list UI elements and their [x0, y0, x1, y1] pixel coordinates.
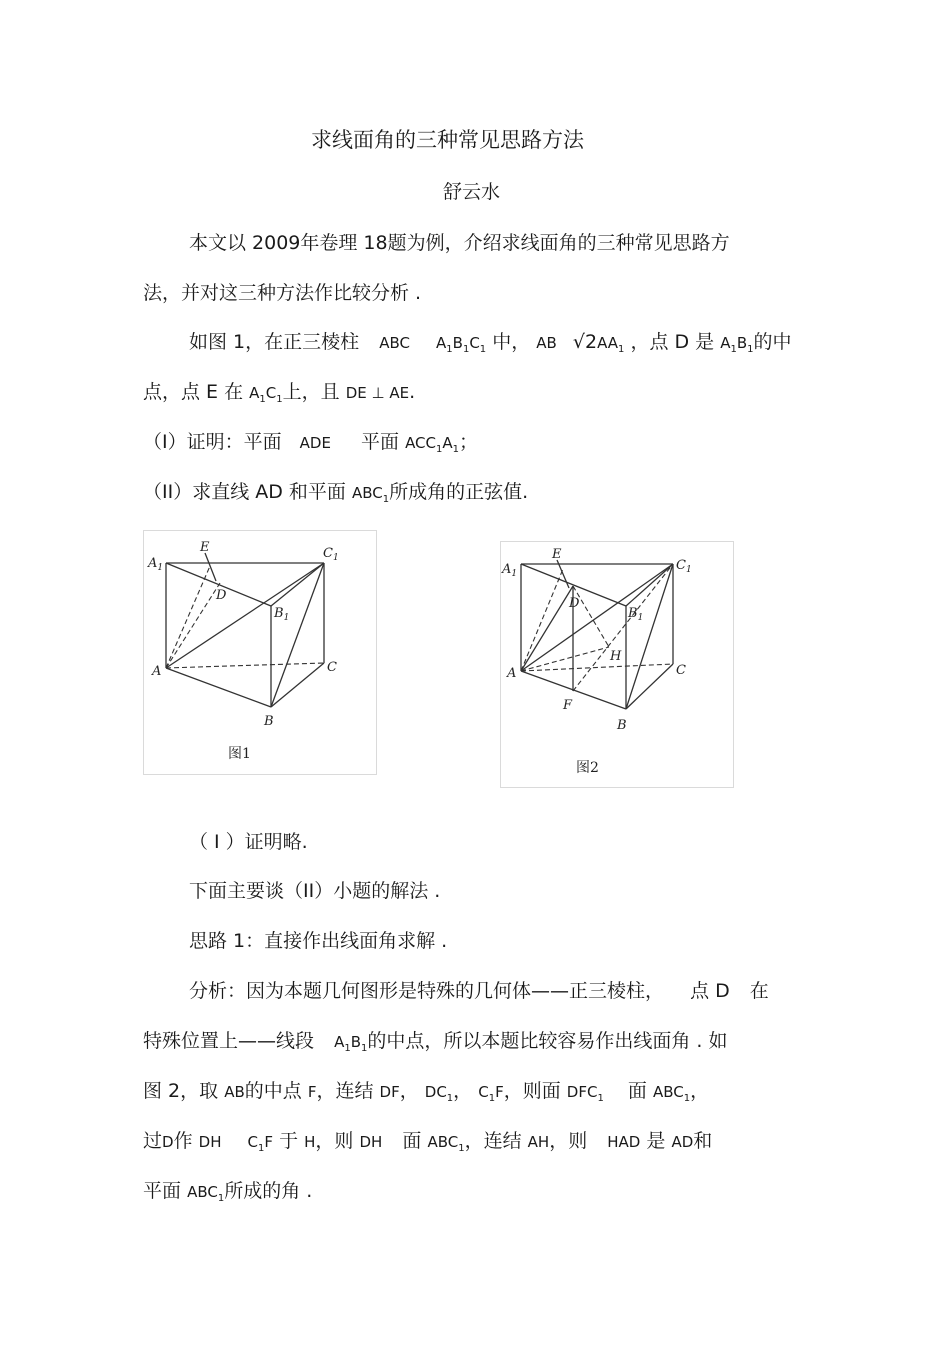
prism-diagram-1: [144, 531, 376, 774]
label-f: F: [563, 698, 573, 713]
analysis-line-3: 图 2，取 AB的中点 F，连结 DF， $DC_1$， $C_1F$，则面 $DFC_1$ 面 $ABC_1$，: [143, 1080, 710, 1104]
label-d-2: D: [569, 596, 580, 611]
label-a: A: [152, 664, 162, 679]
solution-line-2: 下面主要谈（II）小题的解法 .: [189, 880, 441, 902]
figure-2: [500, 541, 734, 788]
figure-1-caption: 图1: [228, 746, 251, 762]
label-d: D: [216, 588, 227, 603]
problem-line-1: 如图 1，在正三棱柱 ABC $A_1B_1C_1$ 中， AB $√2AA_1$ ，点 D 是 $A_1B_1$的中: [189, 331, 792, 355]
figure-1: [143, 530, 377, 775]
question-1: （I）证明：平面 ADE 平面 $ACC_1A_1$；: [143, 431, 479, 455]
label-e: E: [200, 540, 210, 555]
solution-line-3: 思路 1：直接作出线面角求解 .: [189, 930, 448, 952]
analysis-line-4: 过D作 DH $C_1F$ 于 H，则 DH 面 $ABC_1$，连结 AH，则 HAD 是 AD和: [143, 1130, 713, 1154]
question-2: （II）求直线 AD 和平面 $ABC_1$所成角的正弦值.: [143, 481, 529, 505]
label-a1-2: $A_1$: [502, 562, 518, 579]
analysis-line-1: 分析：因为本题几何图形是特殊的几何体——正三棱柱， 点 D 在: [189, 980, 769, 1002]
label-c1: $C_1$: [323, 546, 339, 563]
solution-line-1: （ I ）证明略.: [189, 831, 308, 853]
analysis-line-2: 特殊位置上——线段 $A_1B_1$的中点，所以本题比较容易作出线面角 . 如: [143, 1030, 728, 1054]
label-b: B: [264, 714, 274, 729]
label-a1: $A_1$: [148, 556, 164, 573]
label-e-2: E: [552, 547, 562, 562]
prism-diagram-2: [501, 542, 733, 787]
label-b1-2: $B_1$: [628, 606, 644, 623]
label-b-2: B: [617, 718, 627, 733]
figure-2-caption: 图2: [576, 760, 599, 776]
label-h: H: [610, 649, 622, 664]
label-c-2: C: [676, 663, 686, 678]
page-title: 求线面角的三种常见思路方法: [311, 128, 584, 152]
label-c: C: [327, 660, 337, 675]
author: 舒云水: [443, 181, 501, 203]
intro-line-2: 法，并对这三种方法作比较分析 .: [143, 282, 422, 304]
intro-line-1: 本文以 2009年卷理 18题为例，介绍求线面角的三种常见思路方: [189, 232, 730, 254]
label-c1-2: $C_1$: [676, 558, 692, 575]
analysis-line-5: 平面 $ABC_1$所成的角 .: [143, 1180, 313, 1204]
label-a-2: A: [507, 666, 517, 681]
problem-line-2: 点，点 E 在 $A_1C_1$上，且 DE ⊥ AE.: [143, 381, 416, 405]
label-b1: $B_1$: [274, 606, 290, 623]
